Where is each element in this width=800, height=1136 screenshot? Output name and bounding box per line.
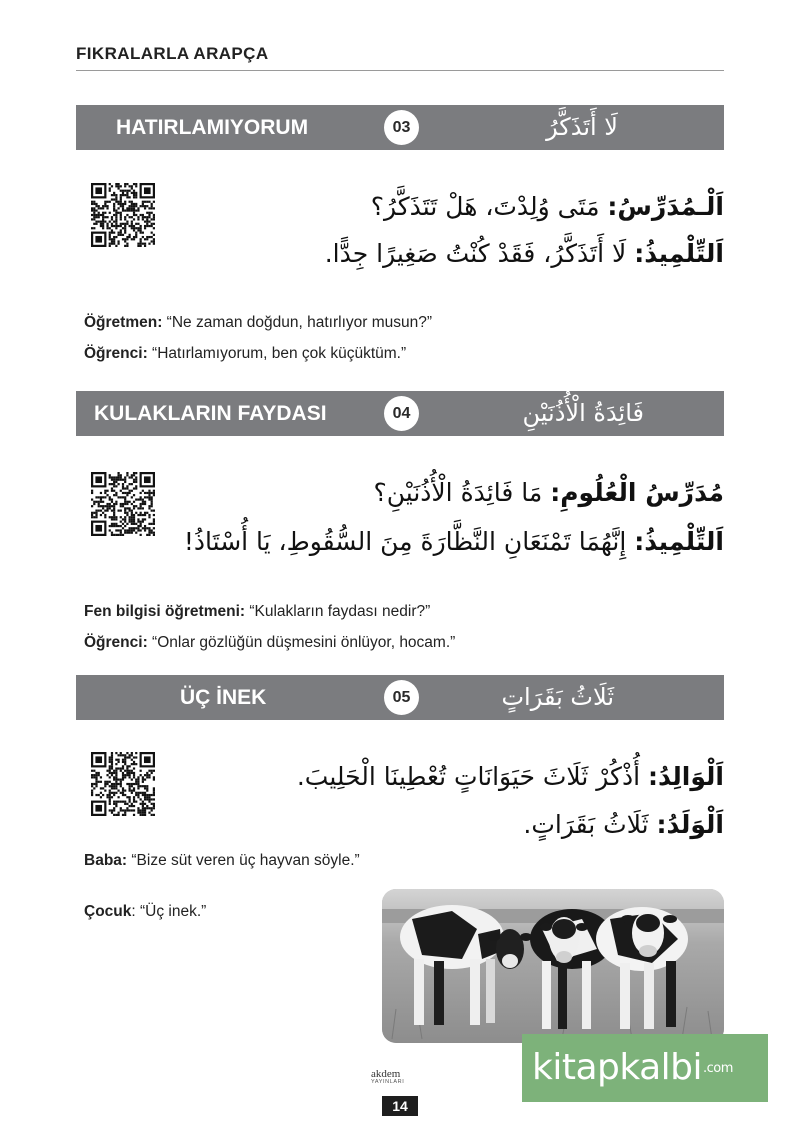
cows-photo	[382, 889, 724, 1043]
turkish-dialogue-line	[84, 634, 455, 652]
arabic-utterance: مَتَى وُلِدْتَ، هَلْ تَتَذَكَّرُ؟	[370, 192, 608, 221]
section-title-ar: لَا أَتَذَكَّرُ	[546, 113, 618, 141]
qr-code[interactable]	[91, 183, 155, 247]
turkish-dialogue-line	[84, 852, 360, 870]
publisher-name: akdem	[371, 1068, 401, 1080]
arabic-dialogue-line	[184, 527, 724, 556]
watermark-suffix: .com	[703, 1061, 733, 1076]
turkish-dialogue-line	[84, 314, 432, 332]
running-head: FIKRALARLA ARAPÇA	[76, 44, 269, 63]
arabic-speaker: اَلتِّلْمِيذُ:	[634, 527, 724, 556]
section-banner-03	[76, 105, 724, 150]
turkish-utterance: “Hatırlamıyorum, ben çok küçüktüm.”	[147, 345, 407, 362]
arabic-dialogue-line	[371, 192, 724, 221]
arabic-utterance: مَا فَائِدَةُ الْأُذُنَيْنِ؟	[373, 478, 551, 507]
section-title-tr: KULAKLARIN FAYDASI	[94, 402, 327, 425]
section-title-ar: فَائِدَةُ الْأُذُنَيْنِ	[522, 399, 644, 427]
arabic-dialogue-line	[297, 762, 724, 791]
watermark-text: kitapkalbi	[532, 1047, 703, 1088]
arabic-utterance: إِنَّهُمَا تَمْنَعَانِ النَّظَّارَةَ مِنَ السُّقُوطِ، يَا أُسْتَاذُ!	[183, 527, 635, 556]
arabic-dialogue-line	[523, 810, 724, 839]
publisher-subtitle: YAYINLARI	[371, 1079, 405, 1085]
turkish-speaker: Öğrenci:	[84, 345, 148, 362]
arabic-speaker: اَلْوَلَدُ:	[656, 810, 724, 839]
arabic-utterance: لَا أَتَذَكَّرُ، فَقَدْ كُنْتُ صَغِيرًا جِدًّا.	[324, 239, 635, 268]
section-title-tr: ÜÇ İNEK	[180, 686, 267, 709]
arabic-speaker: اَلْـمُدَرِّسُ:	[607, 192, 724, 221]
arabic-utterance: ثَلَاثُ بَقَرَاتٍ.	[523, 810, 657, 839]
turkish-speaker: Fen bilgisi öğretmeni:	[84, 603, 246, 620]
turkish-utterance: : “Üç inek.”	[131, 903, 207, 920]
section-title-tr: HATIRLAMIYORUM	[116, 116, 309, 139]
turkish-utterance: “Kulakların faydası nedir?”	[245, 603, 431, 620]
section-number-badge: 03	[384, 110, 419, 145]
qr-code[interactable]	[91, 472, 155, 536]
arabic-dialogue-line	[373, 478, 724, 507]
turkish-speaker: Baba:	[84, 852, 128, 869]
turkish-dialogue-line	[84, 345, 406, 363]
turkish-utterance: “Bize süt veren üç hayvan söyle.”	[127, 852, 360, 869]
arabic-speaker: مُدَرِّسُ الْعُلُومِ:	[550, 478, 724, 507]
turkish-utterance: “Ne zaman doğdun, hatırlıyor musun?”	[162, 314, 433, 331]
watermark	[522, 1034, 768, 1102]
section-banner-04	[76, 391, 724, 436]
publisher-logo	[371, 1068, 431, 1085]
turkish-dialogue-line	[84, 603, 430, 621]
turkish-speaker: Öğrenci:	[84, 634, 148, 651]
turkish-dialogue-line	[84, 903, 206, 921]
header-rule	[76, 70, 724, 71]
section-title-ar: ثَلَاثُ بَقَرَاتٍ	[501, 683, 614, 711]
arabic-speaker: اَلتِّلْمِيذُ:	[634, 239, 724, 268]
section-number-badge: 05	[384, 680, 419, 715]
section-number-badge: 04	[384, 396, 419, 431]
arabic-dialogue-line	[325, 239, 724, 268]
arabic-utterance: أُذْكُرْ ثَلَاثَ حَيَوَانَاتٍ تُعْطِينَا الْحَلِيبَ.	[296, 762, 648, 791]
turkish-speaker: Öğretmen:	[84, 314, 163, 331]
section-banner-05	[76, 675, 724, 720]
arabic-speaker: اَلْوَالِدُ:	[647, 762, 724, 791]
turkish-utterance: “Onlar gözlüğün düşmesini önlüyor, hocam.”	[147, 634, 456, 651]
cows-illustration	[382, 889, 724, 1043]
turkish-speaker: Çocuk	[84, 903, 132, 920]
page-number: 14	[382, 1096, 418, 1116]
qr-code[interactable]	[91, 752, 155, 816]
